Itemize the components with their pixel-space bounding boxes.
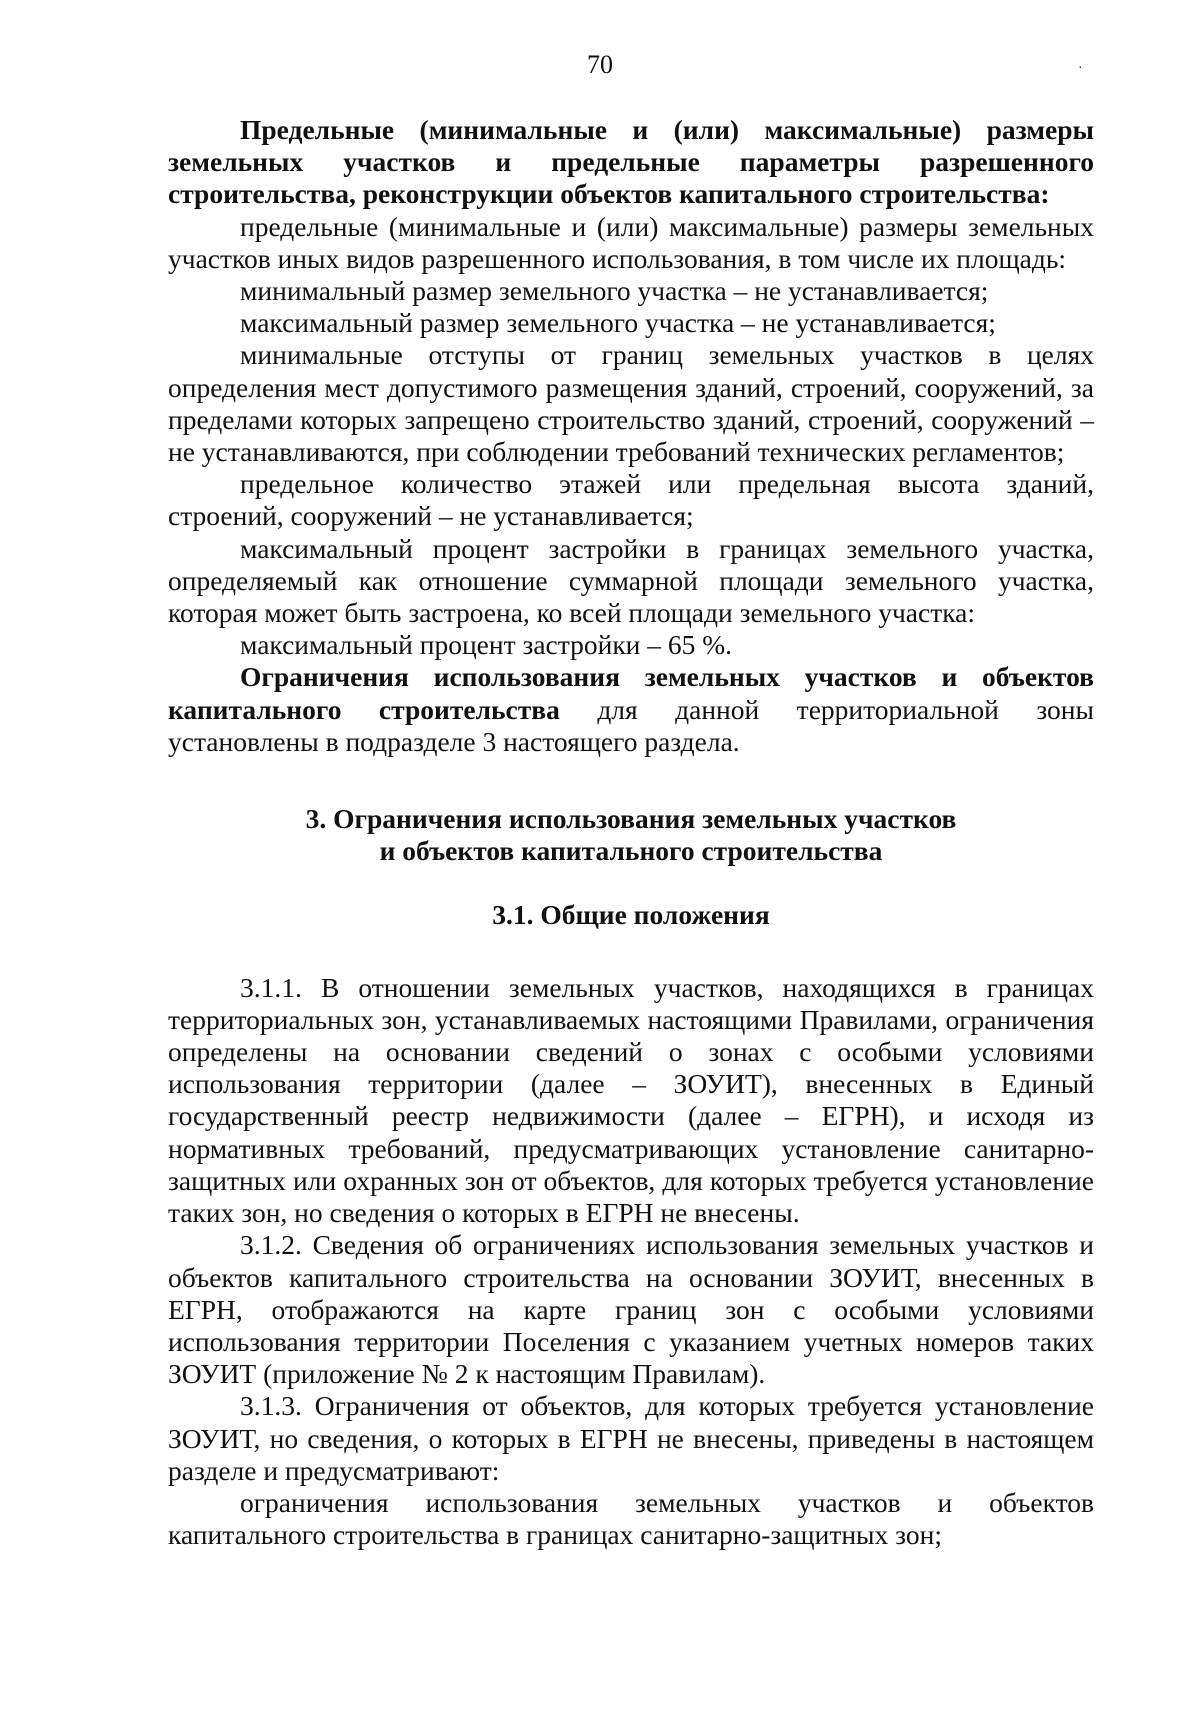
paragraph: максимальный процент застройки – 65 %.: [240, 629, 733, 661]
section-3-1-title: 3.1. Общие положения: [492, 899, 770, 931]
spacer: [168, 758, 1094, 803]
paragraph-3-1-2: 3.1.2. Сведения об ограничениях использования земельных участков и объектов капитального строительства на основании ЗОУИТ, внесенных в ЕГРН, отображаются на карте границ зон с особыми условиями использования территории Поселения с указанием учетных номеров таких ЗОУИТ (приложение № 2 к настоящим Правилам).: [168, 1229, 1094, 1390]
paragraph-3-1-1: 3.1.1. В отношении земельных участков, находящихся в границах территориальных зон, устанавливаемых настоящими Правилами, ограничения определены на основании сведений о зонах с особыми условиями использования территории (далее – ЗОУИТ), внесенных в Единый государственный реестр недвижимости (далее – ЕГРН), и исходя из нормативных требований, предусматривающих установление санитарно-защитных или охранных зон от объектов, для которых требуется установление таких зон, но сведения о которых в ЕГРН не внесены.: [168, 971, 1094, 1229]
spacer: [168, 932, 1094, 972]
paragraph: минимальный размер земельного участка – не устанавливается;: [240, 275, 989, 307]
spacer: [168, 867, 1094, 899]
scan-mark: ·: [1078, 61, 1083, 76]
restrictions-bold-text: Ограничения использования земельных участков и объектов капитального строительства: [168, 661, 1094, 725]
paragraph: предельное количество этажей или предельная высота зданий, строений, сооружений – не устанавливается;: [168, 468, 1094, 532]
paragraph: ограничения использования земельных участков и объектов капитального строительства в границах санитарно-защитных зон;: [168, 1486, 1094, 1551]
restrictions-text: для данной территориальной зоны установлены в подразделе 3 настоящего раздела.: [168, 693, 1094, 757]
paragraph: максимальный размер земельного участка – не устанавливается;: [240, 307, 996, 339]
document-body: [168, 114, 1094, 1551]
page-number: 70: [587, 50, 613, 79]
restrictions-paragraph: [168, 661, 1094, 758]
section-3-title-line2: и объектов капитального строительства: [379, 835, 883, 867]
paragraph: максимальный процент застройки в границах земельного участка, определяемый как отношение суммарной площади земельного участка, которая может быть застроена, ко всей площади земельного участка:: [168, 532, 1094, 629]
paragraph-3-1-3: 3.1.3. Ограничения от объектов, для которых требуется установление ЗОУИТ, но сведения, о которых в ЕГРН не внесены, приведены в настоящем разделе и предусматривают:: [168, 1390, 1094, 1486]
limits-heading: Предельные (минимальные и (или) максимальные) размеры земельных участков и предельные параметры разрешенного строительства, реконструкции объектов капитального строительства:: [168, 114, 1094, 210]
paragraph: минимальные отступы от границ земельных участков в целях определения мест допустимого размещения зданий, строений, сооружений, за пределами которых запрещено строительство зданий, строений, сооружений – не устанавливаются, при соблюдении требований технических регламентов;: [168, 339, 1094, 468]
paragraph: предельные (минимальные и (или) максимальные) размеры земельных участков иных видов разрешенного использования, в том числе их площадь:: [168, 210, 1094, 274]
section-3-title: 3. Ограничения использования земельных участков: [305, 803, 957, 835]
